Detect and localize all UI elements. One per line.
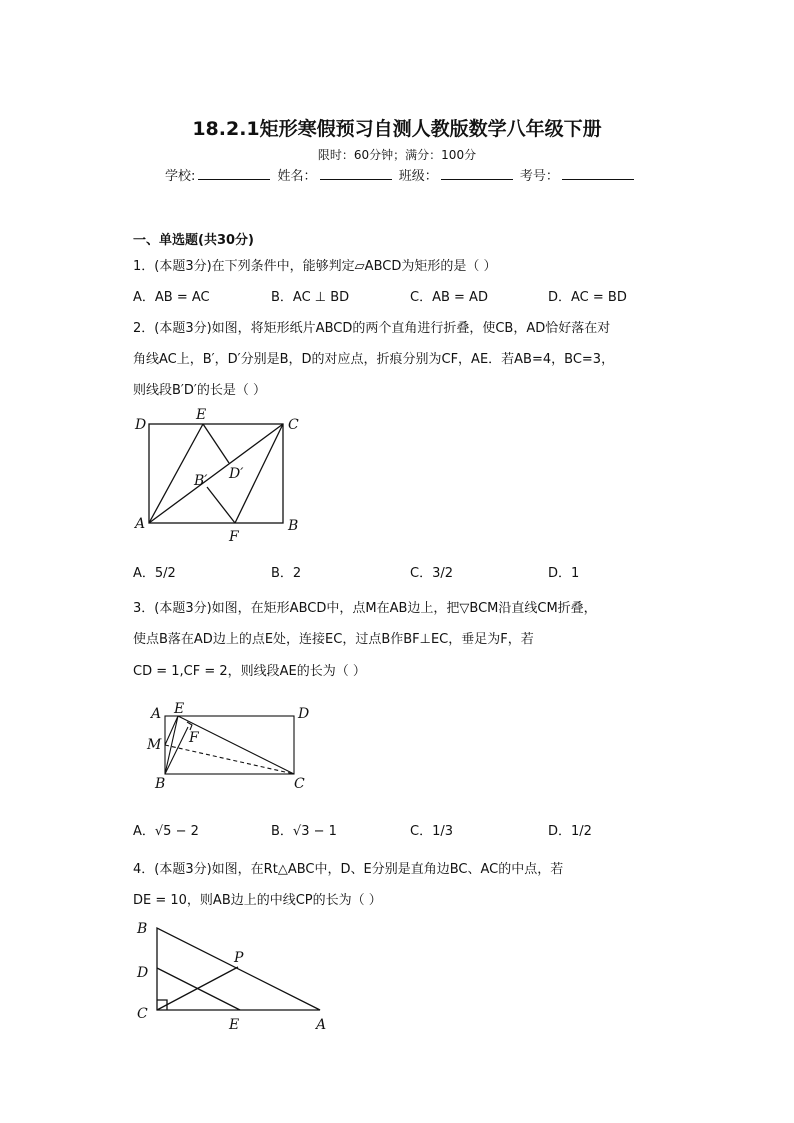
q4-label-b: B	[137, 921, 148, 937]
q1-option-d[interactable]: D．AC = BD	[548, 290, 627, 305]
page-title: 18.2.1矩形寒假预习自测人教版数学八年级下册	[192, 118, 602, 140]
q2-option-b[interactable]: B．2	[271, 566, 302, 581]
q1-option-b[interactable]: B．AC ⊥ BD	[271, 290, 350, 305]
section-heading: 一、单选题(共30分)	[133, 233, 254, 248]
q2-option-a[interactable]: A．5/2	[133, 566, 176, 581]
school-blank[interactable]	[198, 167, 270, 180]
q4-label-d: D	[137, 965, 149, 981]
question-2-line-3: 则线段B′D′的长是（ ）	[133, 383, 266, 398]
question-1-text: 1．(本题3分)在下列条件中，能够判定▱ABCD为矩形的是（ ）	[133, 259, 497, 274]
q2-label-f: F	[229, 529, 239, 545]
question-4-line-1: 4．(本题3分)如图，在Rt△ABC中，D、E分别是直角边BC、AC的中点，若	[133, 862, 564, 877]
class-label: 班级：	[398, 169, 438, 184]
student-info-line	[165, 165, 637, 184]
question-2-line-2: 角线AC上，B′，D′分别是B，D的对应点，折痕分别为CF，AE．若AB=4，BC=3，	[133, 352, 615, 367]
name-blank[interactable]	[320, 167, 392, 180]
q2-option-d[interactable]: D．1	[548, 566, 580, 581]
q3-option-d[interactable]: D．1/2	[548, 824, 592, 839]
q1-option-c[interactable]: C．AB = AD	[410, 290, 488, 305]
q2-label-d-prime: D′	[229, 466, 244, 482]
q3-option-a[interactable]: A．√5 − 2	[133, 824, 199, 839]
q2-label-a: A	[135, 516, 146, 532]
class-blank[interactable]	[441, 167, 513, 180]
question-3-line-1: 3．(本题3分)如图，在矩形ABCD中，点M在AB边上，把▽BCM沿直线CM折叠，	[133, 601, 597, 616]
q2-label-b-prime: B′	[194, 473, 208, 489]
question-4-line-2: DE = 10，则AB边上的中线CP的长为（ ）	[133, 893, 382, 908]
q2-option-c[interactable]: C．3/2	[410, 566, 453, 581]
q3-option-c[interactable]: C．1/3	[410, 824, 453, 839]
q3-label-d: D	[298, 706, 310, 722]
q3-label-a: A	[151, 706, 162, 722]
exam-no-blank[interactable]	[562, 167, 634, 180]
q3-label-e: E	[174, 701, 185, 717]
time-limit: 限时：60分钟；满分：100分	[317, 148, 477, 162]
q3-label-c: C	[294, 776, 305, 792]
question-2-line-1: 2．(本题3分)如图，将矩形纸片ABCD的两个直角进行折叠，使CB，AD恰好落在对	[133, 321, 611, 336]
question-3-line-3: CD = 1,CF = 2，则线段AE的长为（ ）	[133, 664, 366, 679]
exam-no-label: 考号：	[519, 169, 559, 184]
q3-label-m: M	[147, 737, 162, 753]
q4-label-p: P	[234, 950, 244, 966]
q3-option-b[interactable]: B．√3 − 1	[271, 824, 337, 839]
question-3-line-2: 使点B落在AD边上的点E处，连接EC，过点B作BF⊥EC，垂足为F，若	[133, 632, 534, 647]
q2-label-d: D	[135, 417, 147, 433]
q1-option-a[interactable]: A．AB = AC	[133, 290, 210, 305]
q4-label-a: A	[316, 1017, 327, 1033]
q3-label-b: B	[155, 776, 166, 792]
q2-label-c: C	[288, 417, 299, 433]
q2-label-e: E	[196, 407, 207, 423]
q4-label-c: C	[137, 1006, 148, 1022]
q3-label-f: F	[189, 730, 199, 746]
school-label: 学校:	[165, 169, 196, 184]
q2-label-b: B	[288, 518, 299, 534]
q4-label-e: E	[229, 1017, 240, 1033]
name-label: 姓名：	[277, 169, 317, 184]
